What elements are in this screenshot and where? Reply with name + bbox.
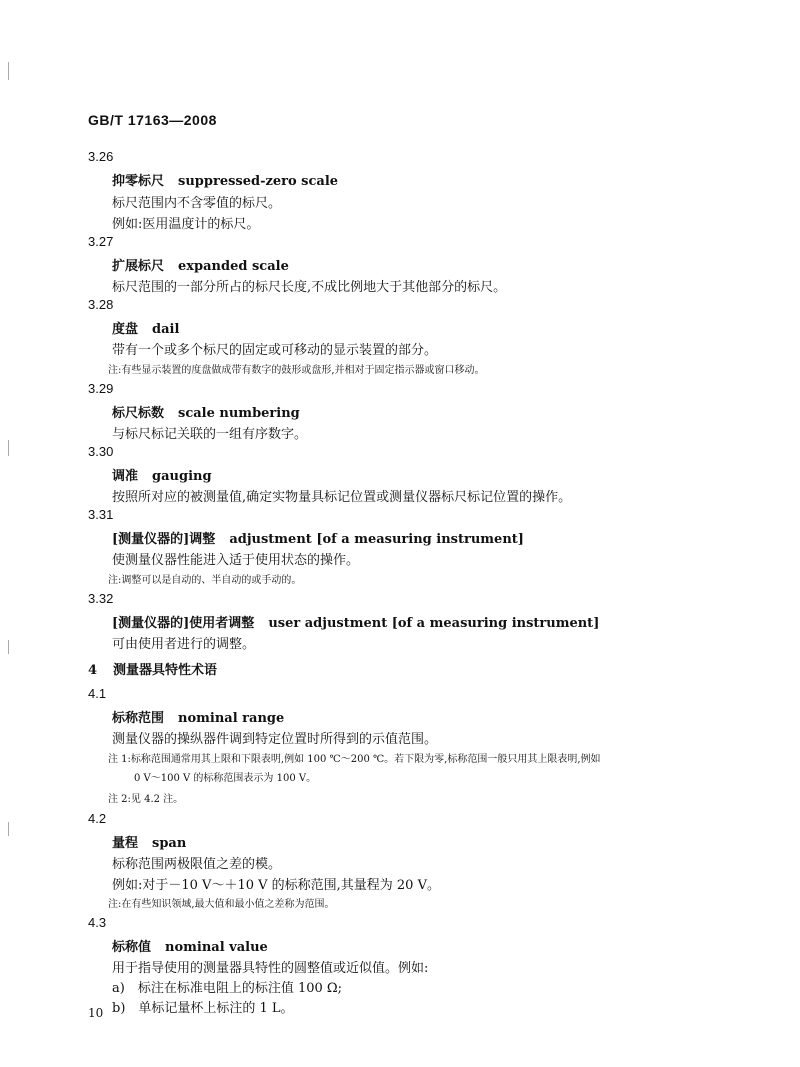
entry-number: 4.3 xyxy=(88,915,107,930)
section-title: 测量器具特性术语 xyxy=(113,663,218,678)
entry-term xyxy=(112,707,284,726)
entry-term xyxy=(112,936,268,955)
term-cn: 标称范围 xyxy=(112,711,165,726)
entry-text: 测量仪器的操纵器件调到特定位置时所得到的示值范围。 xyxy=(112,732,438,747)
entry-text: 例如:医用温度计的标尺。 xyxy=(112,217,260,232)
page-number: 10 xyxy=(88,1006,104,1020)
entry-number: 3.30 xyxy=(88,444,114,459)
term-cn: 抑零标尺 xyxy=(112,174,165,189)
term-en: expanded scale xyxy=(178,259,289,274)
binding-mark xyxy=(8,62,9,80)
entry-number: 3.26 xyxy=(88,149,114,164)
term-en: span xyxy=(152,836,187,851)
entry-term xyxy=(112,528,524,547)
term-en: gauging xyxy=(152,469,212,484)
term-en: scale numbering xyxy=(178,406,300,421)
entry-text: 可由使用者进行的调整。 xyxy=(112,637,256,652)
list-item: a) 标注在标准电阻上的标注值 100 Ω; xyxy=(112,981,343,996)
page-header: GB/T 17163—2008 xyxy=(88,112,217,128)
entry-number: 3.28 xyxy=(88,297,114,312)
entry-term xyxy=(112,612,599,631)
entry-term xyxy=(112,832,186,851)
term-cn: 度盘 xyxy=(112,322,139,337)
section-heading xyxy=(88,659,217,678)
term-en: nominal range xyxy=(178,711,285,726)
entry-text: 与标尺标记关联的一组有序数字。 xyxy=(112,427,308,442)
binding-mark xyxy=(8,440,9,456)
entry-note: 注:有些显示装置的度盘做成带有数字的鼓形或盘形,并相对于固定指示器或窗口移动。 xyxy=(108,365,485,376)
entry-text: 标尺范围的一部分所占的标尺长度,不成比例地大于其他部分的标尺。 xyxy=(112,280,507,295)
entry-term xyxy=(112,402,300,421)
entry-text: 使测量仪器性能进入适于使用状态的操作。 xyxy=(112,553,360,568)
term-cn: 标称值 xyxy=(112,940,152,955)
entry-note: 注:在有些知识领域,最大值和最小值之差称为范围。 xyxy=(108,899,335,910)
entry-text: 按照所对应的被测量值,确定实物量具标记位置或测量仪器标尺标记位置的操作。 xyxy=(112,490,572,505)
entry-note: 0 V～100 V 的标称范围表示为 100 V。 xyxy=(134,773,317,784)
entry-text: 用于指导使用的测量器具特性的圆整值或近似值。例如: xyxy=(112,961,429,976)
entry-text: 带有一个或多个标尺的固定或可移动的显示装置的部分。 xyxy=(112,343,438,358)
term-cn: [测量仪器的]使用者调整 xyxy=(112,616,255,631)
entry-number: 3.29 xyxy=(88,381,114,396)
term-cn: 扩展标尺 xyxy=(112,259,165,274)
list-item: b) 单标记量杯上标注的 1 L。 xyxy=(112,1001,294,1016)
entry-number: 3.27 xyxy=(88,234,114,249)
section-number: 4 xyxy=(88,663,98,678)
term-en: dail xyxy=(152,322,180,337)
entry-number: 3.31 xyxy=(88,507,114,522)
term-cn: 调准 xyxy=(112,469,139,484)
entry-text: 标尺范围内不含零值的标尺。 xyxy=(112,196,282,211)
entry-number: 4.1 xyxy=(88,686,107,701)
entry-note: 注 2:见 4.2 注。 xyxy=(108,794,184,805)
entry-text: 标称范围两极限值之差的模。 xyxy=(112,857,282,872)
entry-text: 例如:对于－10 V～＋10 V 的标称范围,其量程为 20 V。 xyxy=(112,878,440,893)
term-cn: 标尺标数 xyxy=(112,406,165,421)
entry-term xyxy=(112,318,179,337)
term-en: nominal value xyxy=(165,940,268,955)
entry-number: 4.2 xyxy=(88,811,107,826)
term-cn: [测量仪器的]调整 xyxy=(112,532,216,547)
entry-number: 3.32 xyxy=(88,591,114,606)
binding-mark xyxy=(8,640,9,654)
term-en: suppressed-zero scale xyxy=(178,174,339,189)
entry-term xyxy=(112,465,212,484)
entry-note: 注:调整可以是自动的、半自动的或手动的。 xyxy=(108,575,302,586)
term-cn: 量程 xyxy=(112,836,139,851)
entry-term xyxy=(112,255,289,274)
entry-note: 注 1:标称范围通常用其上限和下限表明,例如 100 ℃～200 ℃。若下限为零,标称范围一般只用其上限表明,例如 xyxy=(108,754,601,765)
binding-mark xyxy=(8,822,9,836)
term-en: adjustment [of a measuring instrument] xyxy=(229,532,524,547)
entry-term xyxy=(112,170,338,189)
term-en: user adjustment [of a measuring instrument] xyxy=(268,616,600,631)
